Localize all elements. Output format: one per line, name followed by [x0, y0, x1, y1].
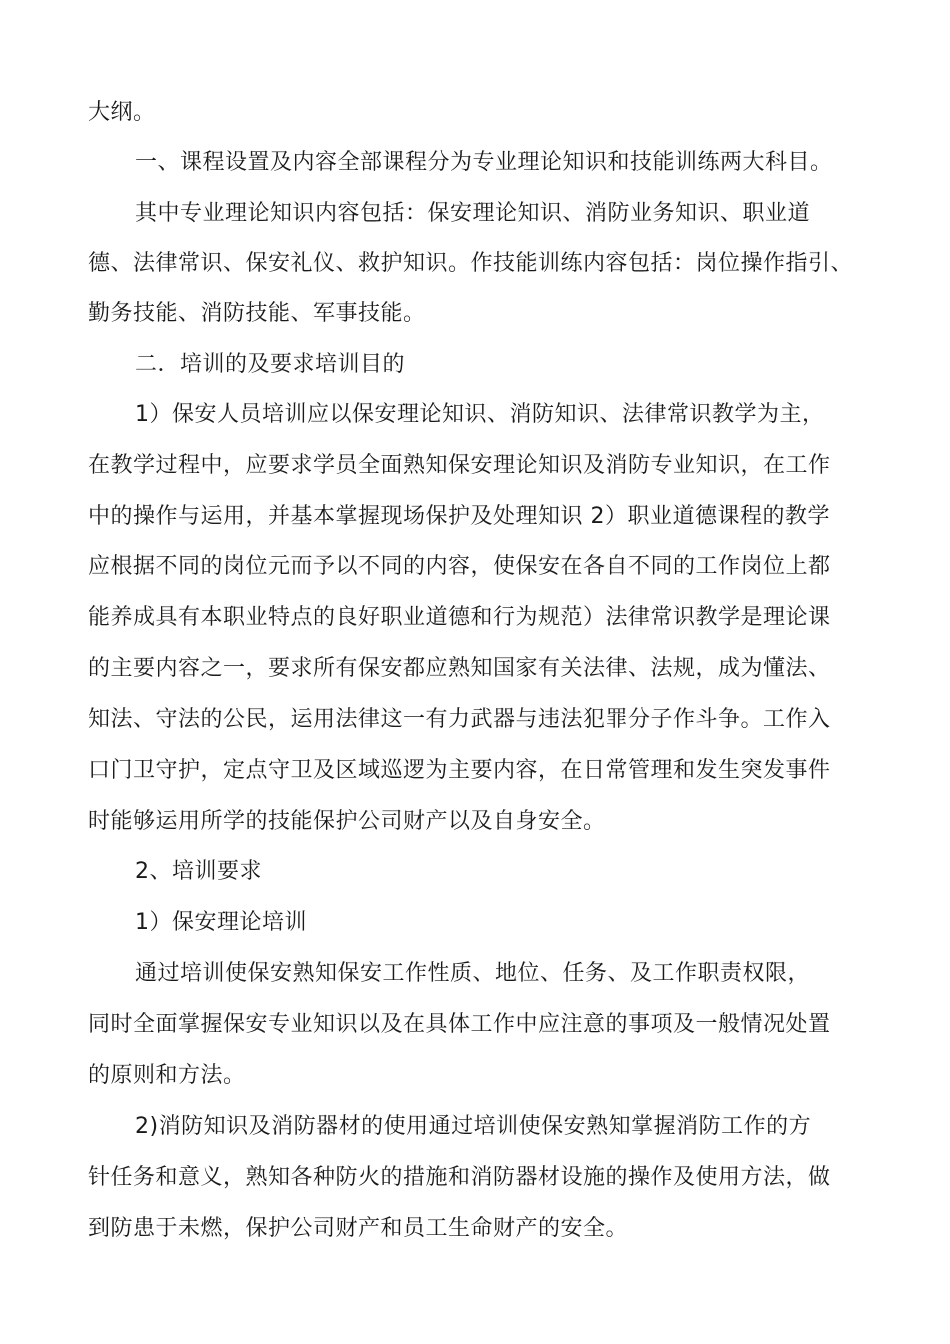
- paragraph-line: 的原则和方法。: [88, 1063, 246, 1088]
- paragraph-line: 时能够运用所学的技能保护公司财产以及自身安全。: [88, 809, 606, 834]
- paragraph-line: 中的操作与运用，并基本掌握现场保护及处理知识 2）职业道德课程的教学: [88, 504, 830, 529]
- section-heading-training-goals: 二．培训的及要求培训目的: [135, 352, 406, 377]
- paragraph-line: 通过培训使保安熟知保安工作性质、地位、任务、及工作职责权限，: [135, 961, 811, 986]
- paragraph-line: 针任务和意义，熟知各种防火的措施和消防器材设施的操作及使用方法，做: [88, 1165, 831, 1190]
- paragraph-line: 勤务技能、消防技能、军事技能。: [88, 301, 426, 326]
- section-heading-training-requirements: 2、培训要求: [135, 859, 262, 884]
- section-heading-course-setup: 一、课程设置及内容全部课程分为专业理论知识和技能训练两大科目。: [135, 150, 833, 175]
- paragraph-line: 的主要内容之一，要求所有保安都应熟知国家有关法律、法规，成为懂法、: [88, 656, 831, 681]
- paragraph-line: 到防患于未燃，保护公司财产和员工生命财产的安全。: [88, 1216, 629, 1241]
- paragraph-line: 知法、守法的公民，运用法律这一有力武器与违法犯罪分子作斗争。工作入: [88, 707, 831, 732]
- paragraph-line: 其中专业理论知识内容包括：保安理论知识、消防业务知识、职业道: [135, 201, 811, 226]
- paragraph-line: 同时全面掌握保安专业知识以及在具体工作中应注意的事项及一般情况处置: [88, 1012, 831, 1037]
- text-line: 大纲。: [88, 100, 156, 125]
- paragraph-line: 1）保安人员培训应以保安理论知识、消防知识、法律常识教学为主，: [135, 402, 825, 427]
- paragraph-line: 应根据不同的岗位元而予以不同的内容，使保安在各自不同的工作岗位上都: [88, 554, 831, 579]
- paragraph-line: 德、法律常识、保安礼仪、救护知识。作技能训练内容包括：岗位操作指引、: [88, 251, 854, 276]
- subsection-heading-theory-training: 1）保安理论培训: [135, 910, 307, 935]
- paragraph-line: 口门卫守护，定点守卫及区域巡逻为主要内容，在日常管理和发生突发事件: [88, 758, 831, 783]
- paragraph-line: 2)消防知识及消防器材的使用通过培训使保安熟知掌握消防工作的方: [135, 1114, 812, 1139]
- paragraph-line: 能养成具有本职业特点的良好职业道德和行为规范）法律常识教学是理论课: [88, 605, 831, 630]
- paragraph-line: 在教学过程中，应要求学员全面熟知保安理论知识及消防专业知识，在工作: [88, 453, 831, 478]
